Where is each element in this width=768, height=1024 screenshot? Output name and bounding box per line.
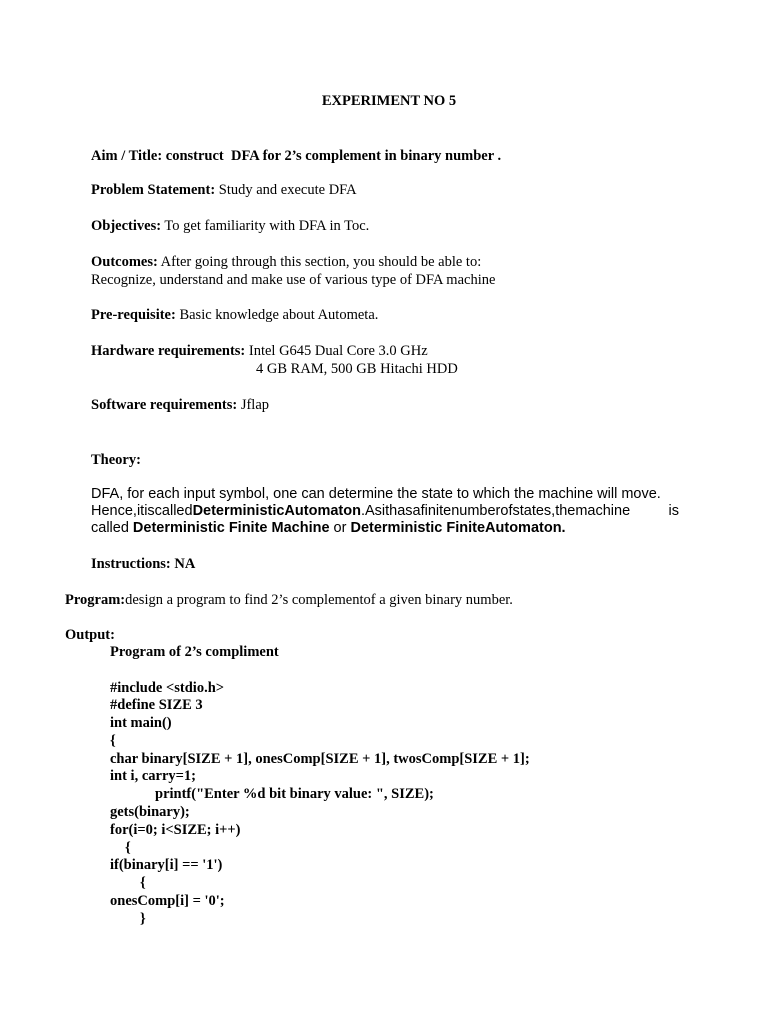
code-title: Program of 2’s compliment xyxy=(110,644,279,660)
outcomes-label: Outcomes: xyxy=(91,254,158,270)
code-line: { xyxy=(110,733,116,749)
aim-title: Aim / Title: construct DFA for 2’s complement in binary number . xyxy=(91,148,502,164)
problem-statement xyxy=(91,182,357,199)
theory-line-3-b: Deterministic Finite Machine xyxy=(132,520,330,536)
software-requirements xyxy=(91,397,269,414)
code-line: if(binary[i] == '1') xyxy=(110,857,223,873)
program-text: design a program to find 2’s complementof a given binary number. xyxy=(125,592,513,608)
hardware-label: Hardware requirements: xyxy=(91,343,246,359)
theory-line-2-c: .Asithasafinitenumberofstates,themachine xyxy=(360,503,631,519)
theory-paragraph xyxy=(91,486,679,537)
theory-line-3-a: called xyxy=(91,520,133,536)
code-line: char binary[SIZE + 1], onesComp[SIZE + 1], twosComp[SIZE + 1]; xyxy=(110,751,530,767)
problem-statement-label: Problem Statement: xyxy=(91,182,216,198)
hardware-text: Intel G645 Dual Core 3.0 GHz xyxy=(245,343,428,359)
theory-line-3 xyxy=(91,520,679,537)
code-line: gets(binary); xyxy=(110,804,190,820)
hardware-requirements xyxy=(91,343,428,360)
program-statement xyxy=(65,592,513,609)
prerequisite xyxy=(91,307,378,324)
theory-line-2 xyxy=(91,503,679,520)
software-text: Jflap xyxy=(237,397,269,413)
code-line: } xyxy=(140,911,146,927)
code-line: int main() xyxy=(110,715,172,731)
theory-line-2-d: is xyxy=(668,503,679,519)
theory-line-2-text xyxy=(91,503,630,520)
code-line: { xyxy=(125,840,131,856)
program-label: Program: xyxy=(65,592,126,608)
code-line: onesComp[i] = '0'; xyxy=(110,893,225,909)
code-line: #define SIZE 3 xyxy=(110,697,203,713)
prerequisite-text: Basic knowledge about Autometa. xyxy=(175,307,379,323)
code-line: for(i=0; i<SIZE; i++) xyxy=(110,822,241,838)
code-line: #include <stdio.h> xyxy=(110,680,225,696)
instructions: Instructions: NA xyxy=(91,556,196,572)
code-line: printf("Enter %d bit binary value: ", SIZE); xyxy=(155,786,434,802)
outcomes-line-2: Recognize, understand and make use of various type of DFA machine xyxy=(91,272,496,288)
outcomes xyxy=(91,254,481,271)
theory-line-2-a: Hence,itiscalled xyxy=(91,503,193,519)
hardware-line-2: 4 GB RAM, 500 GB Hitachi HDD xyxy=(256,361,458,377)
outcomes-text: After going through this section, you should be able to: xyxy=(157,254,482,270)
theory-line-2-b: DeterministicAutomaton xyxy=(192,503,361,519)
prerequisite-label: Pre-requisite: xyxy=(91,307,176,323)
experiment-title: EXPERIMENT NO 5 xyxy=(321,93,457,109)
theory-line-3-c: or xyxy=(329,520,351,536)
output-heading: Output: xyxy=(65,627,115,643)
problem-statement-text: Study and execute DFA xyxy=(215,182,357,198)
code-line: int i, carry=1; xyxy=(110,768,196,784)
objectives-label: Objectives: xyxy=(91,218,162,234)
theory-line-1: DFA, for each input symbol, one can determine the state to which the machine will move. xyxy=(91,486,661,502)
software-label: Software requirements: xyxy=(91,397,238,413)
theory-heading: Theory: xyxy=(91,452,141,468)
objectives xyxy=(91,218,369,235)
code-line: { xyxy=(140,875,146,891)
objectives-text: To get familiarity with DFA in Toc. xyxy=(161,218,370,234)
theory-line-3-d: Deterministic FiniteAutomaton. xyxy=(350,520,566,536)
